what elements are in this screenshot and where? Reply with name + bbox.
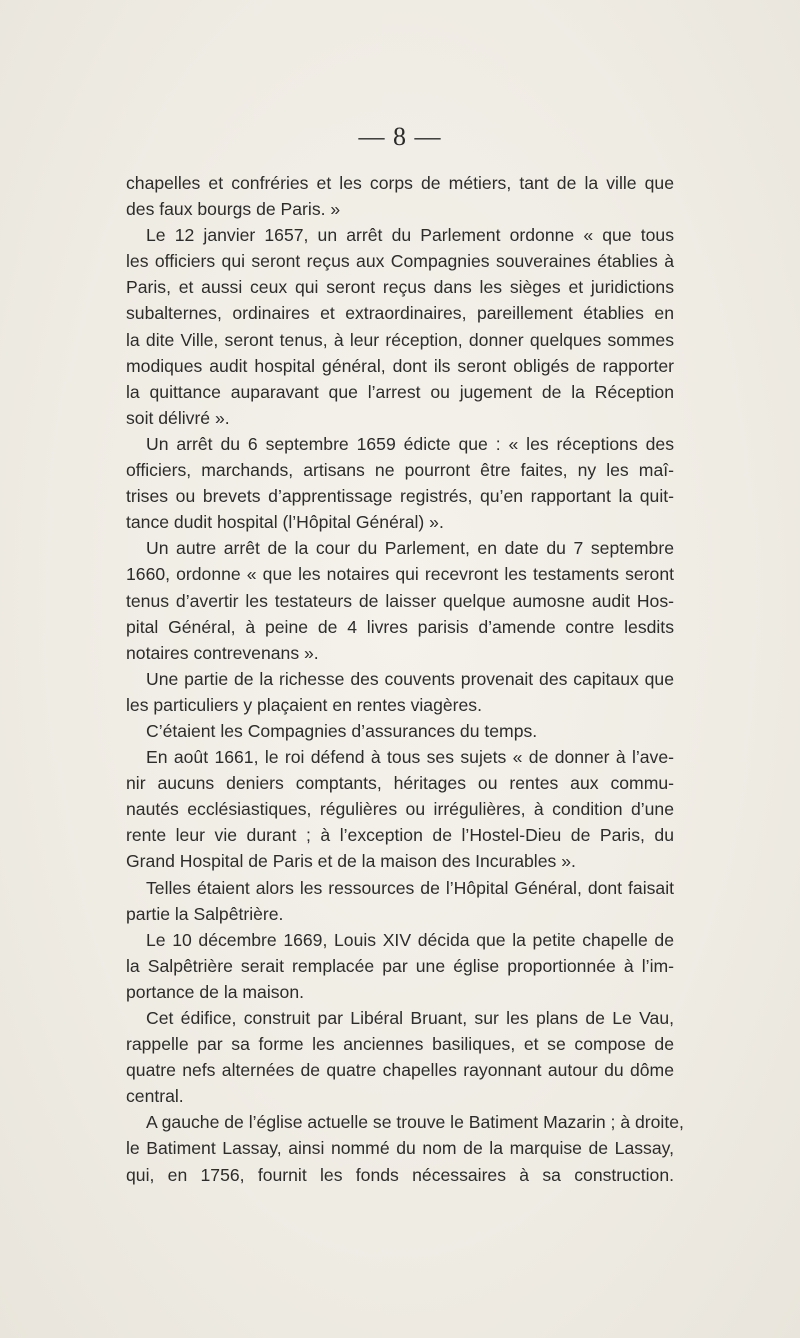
text-line: la dite Ville, seront tenus, à leur réception, donner quelques sommes xyxy=(126,329,674,350)
text-line: modiques audit hospital général, dont ils seront obligés de rapporter xyxy=(126,355,674,376)
text-line: tance dudit hospital (l’Hôpital Général) ». xyxy=(126,512,444,533)
text-line: qui, en 1756, fournit les fonds nécessaires à sa construction. xyxy=(126,1164,674,1185)
text-line: quatre nefs alternées de quatre chapelles rayonnant autour du dôme xyxy=(126,1060,674,1081)
text-line: Un autre arrêt de la cour du Parlement, en date du 7 septembre xyxy=(146,538,674,559)
text-line: portance de la maison. xyxy=(126,981,304,1002)
text-line: officiers, marchands, artisans ne pourront être faites, ny les maî- xyxy=(126,460,674,481)
text-line: A gauche de l’église actuelle se trouve le Batiment Mazarin ; à droite, xyxy=(146,1112,684,1133)
text-line: Le 12 janvier 1657, un arrêt du Parlement ordonne « que tous xyxy=(146,225,674,246)
text-line: 1660, ordonne « que les notaires qui recevront les testaments seront xyxy=(126,564,674,585)
page-number: — 8 — xyxy=(358,122,442,151)
text-line: partie la Salpêtrière. xyxy=(126,903,284,924)
text-line: central. xyxy=(126,1086,184,1107)
text-line: nautés ecclésiastiques, régulières ou irrégulières, à condition d’une xyxy=(126,799,674,820)
text-line: trises ou brevets d’apprentissage registrés, qu’en rapportant la quit- xyxy=(126,486,674,507)
text-line: subalternes, ordinaires et extraordinaires, pareillement établies en xyxy=(126,303,674,324)
text-line: pital Général, à peine de 4 livres parisis d’amende contre lesdits xyxy=(126,616,674,637)
text-line: C’étaient les Compagnies d’assurances du temps. xyxy=(146,720,538,741)
text-line: tenus d’avertir les testateurs de laisser quelque aumosne audit Hos- xyxy=(126,590,674,611)
text-line: notaires contrevenans ». xyxy=(126,642,319,663)
text-line: la Salpêtrière serait remplacée par une église proportionnée à l’im- xyxy=(126,955,674,976)
text-line: chapelles et confréries et les corps de métiers, tant de la ville que xyxy=(126,173,674,193)
text-line: nir aucuns deniers comptants, héritages ou rentes aux commu- xyxy=(126,773,674,794)
text-line: rente leur vie durant ; à l’exception de l’Hostel-Dieu de Paris, du xyxy=(126,825,674,846)
body-text xyxy=(126,170,684,1188)
text-line: Grand Hospital de Paris et de la maison des Incurables ». xyxy=(126,851,576,872)
text-line: Telles étaient alors les ressources de l’Hôpital Général, dont faisait xyxy=(146,877,674,898)
text-line: En août 1661, le roi défend à tous ses sujets « de donner à l’ave- xyxy=(146,747,674,768)
text-line: Une partie de la richesse des couvents provenait des capitaux que xyxy=(146,668,674,689)
text-line: soit délivré ». xyxy=(126,407,230,428)
text-line: Le 10 décembre 1669, Louis XIV décida que la petite chapelle de xyxy=(146,929,674,950)
text-line: Cet édifice, construit par Libéral Bruant, sur les plans de Le Vau, xyxy=(146,1008,674,1028)
text-line: les officiers qui seront reçus aux Compagnies souveraines établies à xyxy=(126,251,674,272)
text-line: Un arrêt du 6 septembre 1659 édicte que : « les réceptions des xyxy=(146,433,674,454)
text-line: rappelle par sa forme les anciennes basiliques, et se compose de xyxy=(126,1034,674,1055)
text-line: les particuliers y plaçaient en rentes viagères. xyxy=(126,694,482,715)
text-line: le Batiment Lassay, ainsi nommé du nom de la marquise de Lassay, xyxy=(126,1138,674,1159)
text-line: la quittance auparavant que l’arrest ou jugement de la Réception xyxy=(126,381,674,402)
text-line: Paris, et aussi ceux qui seront reçus dans les sièges et juridictions xyxy=(126,277,674,298)
text-line: des faux bourgs de Paris. » xyxy=(126,199,341,220)
